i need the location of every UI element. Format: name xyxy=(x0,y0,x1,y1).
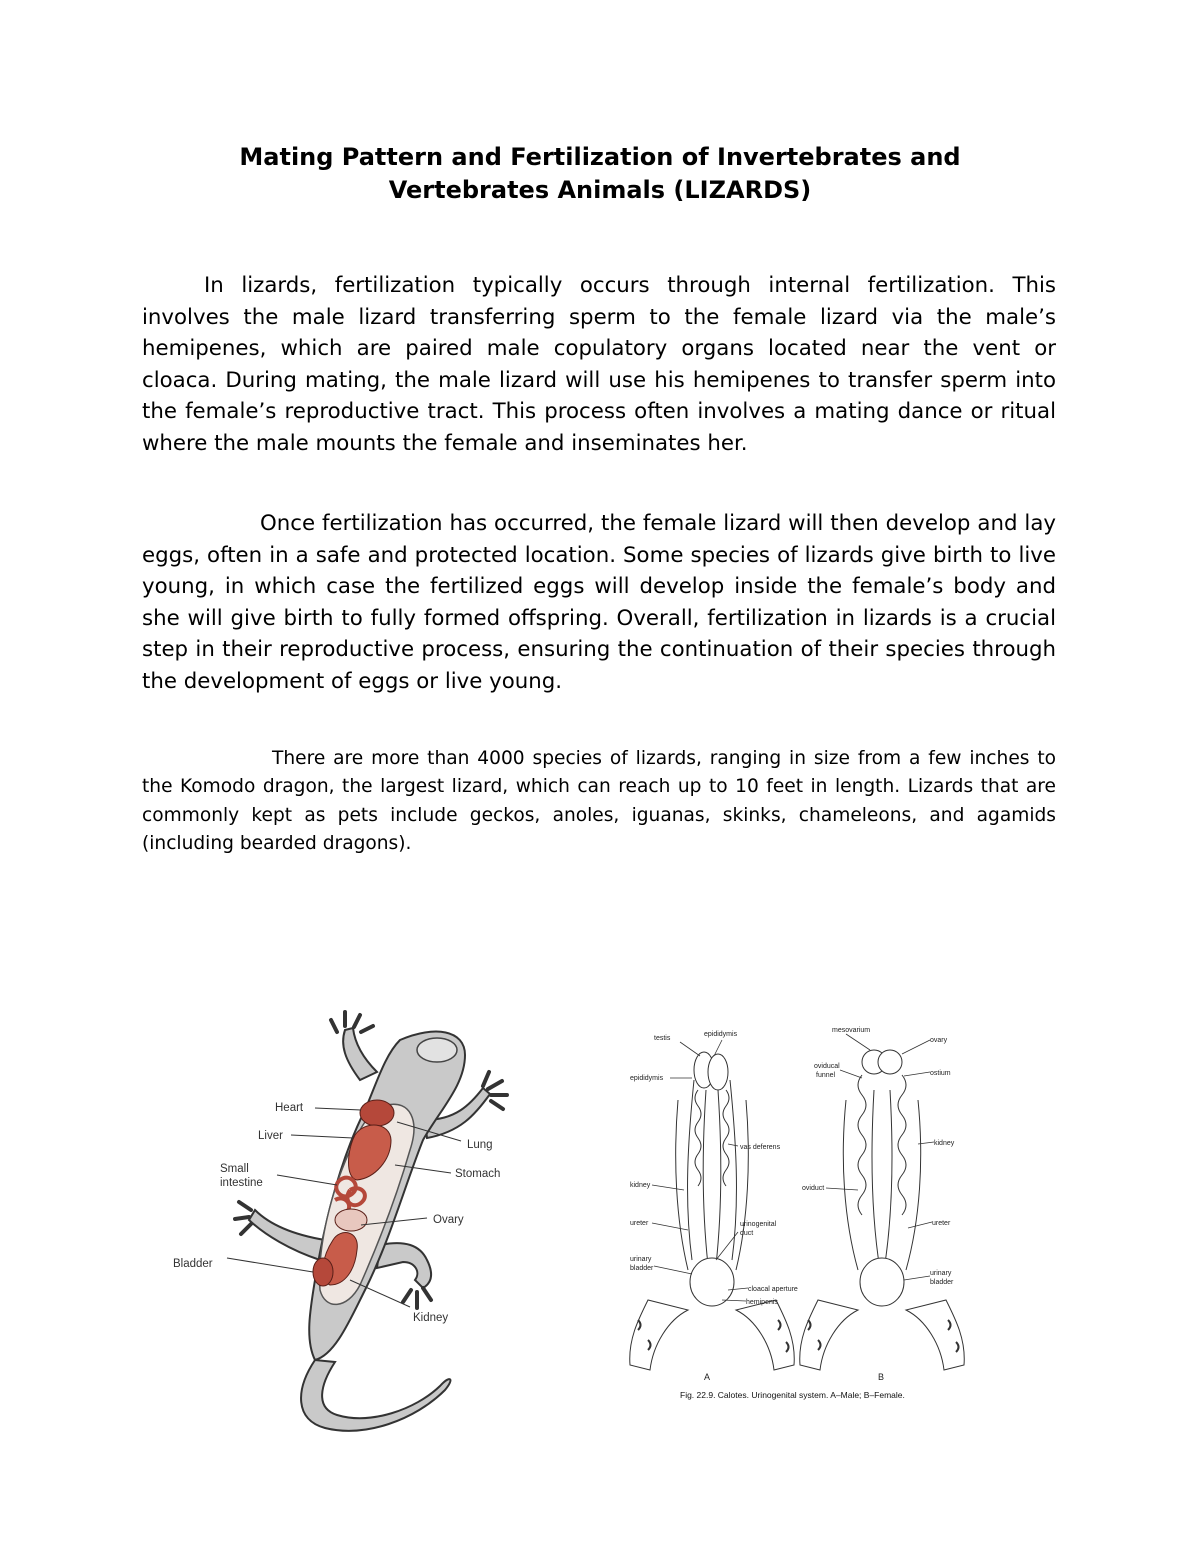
label-ostium: ostium xyxy=(930,1070,951,1077)
label-ureter-a: ureter xyxy=(630,1220,649,1227)
paragraph-species: There are more than 4000 species of lizards, ranging in size from a few inches to the Komodo dragon, the largest lizard, which can reach up to 10 feet in length. Lizards that are commonly kept as pets include geckos, anoles, iguanas, skinks, chameleons, and agamids (including bearded dragons). xyxy=(142,748,1056,854)
label-cloacal-aperture: cloacal aperture xyxy=(748,1286,798,1293)
label-kidney-a: kidney xyxy=(630,1182,651,1189)
label-kidney: Kidney xyxy=(413,1312,449,1324)
bladder-organ xyxy=(313,1258,333,1286)
label-stomach: Stomach xyxy=(455,1168,501,1180)
lizard-anatomy-illustration xyxy=(165,1010,545,1440)
lizard-anatomy-figure xyxy=(165,1010,545,1440)
paragraph-fertilization: In lizards, fertilization typically occurs through internal fertilization. This involves the male lizard transferring sperm to the female lizard via the male’s hemipenes, which are paired male copulatory organs located near the vent or cloaca. During mating, the male lizard will use his hemipenes to transfer sperm into the female’s reproductive tract. This process often involves a mating dance or ritual where the male mounts the female and inseminates her. xyxy=(142,273,1056,456)
label-kidney-b: kidney xyxy=(934,1140,955,1147)
label-liver: Liver xyxy=(258,1130,283,1142)
label-ovary-b: ovary xyxy=(930,1037,948,1044)
label-small-intestine-2: intestine xyxy=(220,1177,263,1189)
label-urinogenital-1: urinogenital xyxy=(740,1221,777,1228)
paragraph-eggs: Once fertilization has occurred, the female lizard will then develop and lay eggs, often in a safe and protected location. Some species of lizards give birth to live young, in which case the fertilized eggs will develop inside the female’s body and she will give birth to fully formed offspring. Overall, fertilization in lizards is a crucial step in their reproductive process, ensuring the continuation of their species through the development of eggs or live young. xyxy=(142,511,1056,694)
label-vas-deferens: vas deferens xyxy=(740,1144,781,1151)
urinogenital-illustration xyxy=(618,1020,968,1410)
label-ureter-b: ureter xyxy=(932,1220,951,1227)
label-epididymis: epididymis xyxy=(630,1075,664,1082)
document-title-line-2: Vertebrates Animals (LIZARDS) xyxy=(388,176,812,204)
label-urinary-a-1: urinary xyxy=(630,1256,652,1263)
label-ovary: Ovary xyxy=(433,1214,464,1226)
label-oviducal-1: oviducal xyxy=(814,1063,840,1070)
document-title-line-1: Mating Pattern and Fertilization of Invertebrates and xyxy=(239,143,961,171)
label-letter-b: B xyxy=(878,1372,885,1382)
label-small-intestine-1: Small xyxy=(220,1163,249,1175)
label-testis: testis xyxy=(654,1035,671,1042)
figure-caption: Fig. 22.9. Calotes. Urinogenital system. A–Male; B–Female. xyxy=(680,1390,905,1400)
label-hemipenis: hemipenis xyxy=(746,1299,778,1306)
label-lung: Lung xyxy=(467,1139,493,1151)
label-oviducal-2: funnel xyxy=(816,1072,836,1079)
label-letter-a: A xyxy=(704,1372,711,1382)
heart-organ xyxy=(360,1100,394,1126)
label-oviduct: oviduct xyxy=(802,1185,825,1192)
label-heart: Heart xyxy=(275,1102,304,1114)
label-urinogenital-2: duct xyxy=(740,1230,754,1237)
label-epididymis-top: epididymis xyxy=(704,1031,738,1038)
label-mesovarium: mesovarium xyxy=(832,1027,871,1034)
label-urinary-b-2: bladder xyxy=(930,1279,954,1286)
urinogenital-figure xyxy=(618,1020,968,1410)
label-urinary-b-1: urinary xyxy=(930,1270,952,1277)
label-urinary-a-2: bladder xyxy=(630,1265,654,1272)
label-bladder: Bladder xyxy=(173,1258,213,1270)
